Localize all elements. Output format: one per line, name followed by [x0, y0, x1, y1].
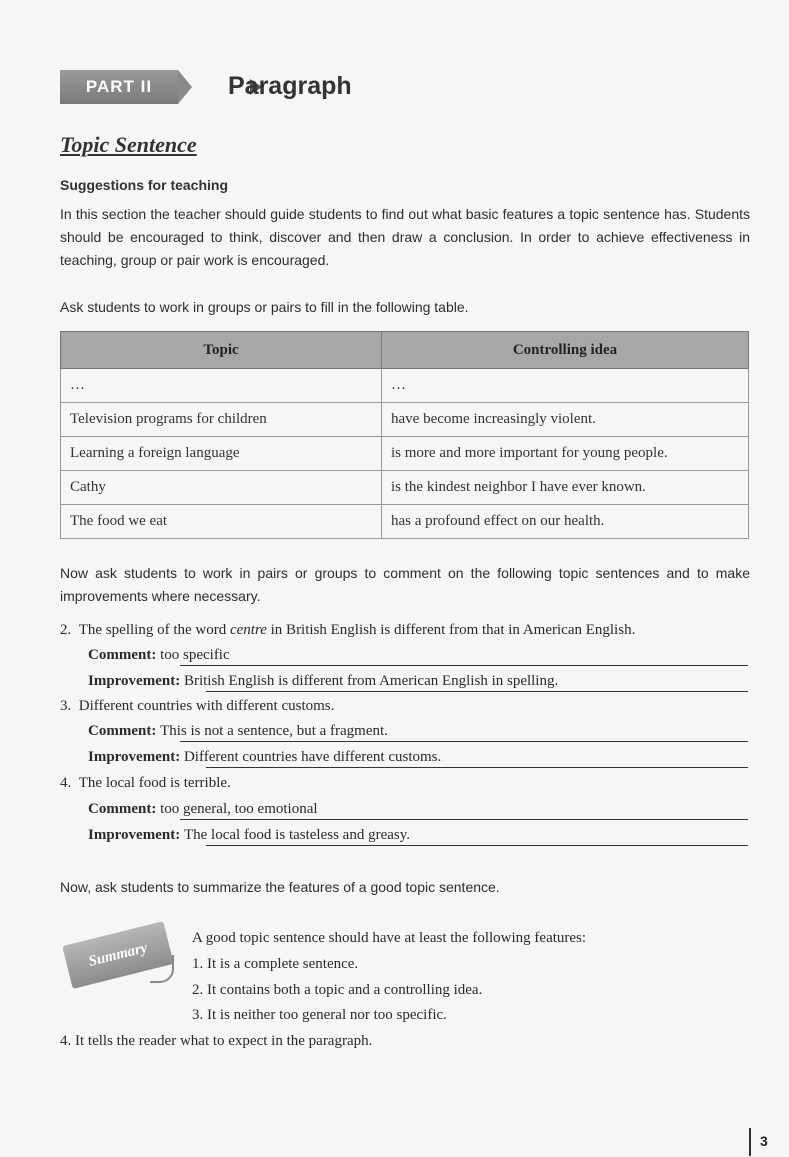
- comment-label: Comment:: [88, 801, 157, 817]
- table-cell: …: [382, 369, 749, 403]
- part-tag-tip: [178, 70, 192, 104]
- exercise-3-sentence: [60, 698, 334, 715]
- exercise-4-sentence: [60, 775, 231, 792]
- summary-lead: A good topic sentence should have at least the following features:: [192, 930, 587, 946]
- table-cell: have become increasingly violent.: [382, 403, 749, 437]
- answer-line: [180, 665, 748, 666]
- exercise-text: The spelling of the word: [78, 622, 230, 638]
- table-row: [61, 471, 749, 505]
- table-row: [61, 437, 749, 471]
- comment-text: too specific: [160, 647, 230, 663]
- summary-instruction: Now, ask students to summarize the features of a good topic sentence.: [60, 879, 500, 895]
- answer-line: [180, 819, 748, 820]
- answer-line: [180, 741, 748, 742]
- answer-line: [206, 845, 748, 846]
- summary-tag-icon: Summary: [62, 921, 174, 989]
- exercise-2-improvement: [88, 673, 558, 690]
- table-cell: is the kindest neighbor I have ever known.: [382, 471, 749, 505]
- table-header-controlling-idea: Controlling idea: [382, 332, 749, 369]
- exercise-4-comment: [88, 801, 318, 818]
- exercise-4-improvement: [88, 827, 410, 844]
- comment-text: This is not a sentence, but a fragment.: [160, 723, 388, 739]
- section-title: Topic Sentence: [60, 132, 197, 157]
- table-row: [61, 403, 749, 437]
- exercise-2-sentence: [60, 622, 635, 639]
- intro-paragraph: In this section the teacher should guide students to find out what basic features a topic sentence has. Students should be encouraged to think, discover and then draw a conclusion. In order to achieve effectiveness in teaching, group or pair work is encouraged.: [60, 206, 750, 268]
- exercise-number: 2.: [60, 622, 72, 638]
- summary-item: 3. It is neither too general nor too specific.: [192, 1007, 447, 1023]
- table-header-row: [61, 332, 749, 369]
- answer-line: [206, 767, 748, 768]
- exercise-text: Different countries with different customs.: [78, 698, 335, 714]
- page-number: 3: [760, 1133, 768, 1149]
- exercise-2-comment: [88, 647, 230, 664]
- summary-item: 1. It is a complete sentence.: [192, 956, 359, 972]
- comment-label: Comment:: [88, 647, 157, 663]
- suggestions-heading: Suggestions for teaching: [60, 177, 229, 193]
- improvement-label: Improvement:: [88, 827, 181, 843]
- exercise-text: The local food is terrible.: [78, 775, 231, 791]
- part-label: [60, 70, 210, 104]
- improvement-text: British English is different from American English in spelling.: [183, 673, 559, 689]
- exercise-3-improvement: [88, 749, 441, 766]
- exercise-number: 4.: [60, 775, 72, 791]
- exercise-number: 3.: [60, 698, 72, 714]
- table-cell: Television programs for children: [61, 403, 382, 437]
- table-header-topic: Topic: [61, 332, 382, 369]
- table-cell: Learning a foreign language: [61, 437, 382, 471]
- summary-item: 2. It contains both a topic and a controlling idea.: [192, 982, 483, 998]
- table-row: [61, 369, 749, 403]
- tag-string: [150, 955, 174, 983]
- table-cell: is more and more important for young people.: [382, 437, 749, 471]
- table-cell: …: [61, 369, 382, 403]
- answer-line: [206, 691, 748, 692]
- summary-item: 4. It tells the reader what to expect in the paragraph.: [60, 1033, 373, 1049]
- improvement-text: Different countries have different customs.: [183, 749, 442, 765]
- exercise-3-comment: [88, 723, 388, 740]
- improvement-text: The local food is tasteless and greasy.: [183, 827, 411, 843]
- page-number-bar: [749, 1128, 751, 1156]
- improvement-label: Improvement:: [88, 673, 181, 689]
- table-row: [61, 505, 749, 539]
- exercise-text: in British English is different from that in American English.: [266, 622, 636, 638]
- comment-text: too general, too emotional: [160, 801, 318, 817]
- table-cell: Cathy: [61, 471, 382, 505]
- table-cell: The food we eat: [61, 505, 382, 539]
- improvement-label: Improvement:: [88, 749, 181, 765]
- exercise-italic-word: centre: [229, 622, 267, 638]
- table-instruction: Ask students to work in groups or pairs to fill in the following table.: [60, 299, 469, 315]
- part-tag-box: PART II: [60, 70, 178, 104]
- comment-label: Comment:: [88, 723, 157, 739]
- topic-table: [60, 331, 749, 539]
- part-title: Paragraph: [228, 72, 352, 100]
- table-cell: has a profound effect on our health.: [382, 505, 749, 539]
- comment-instruction: Now ask students to work in pairs or groups to comment on the following topic sentences and to make improvements where necessary.: [60, 565, 750, 604]
